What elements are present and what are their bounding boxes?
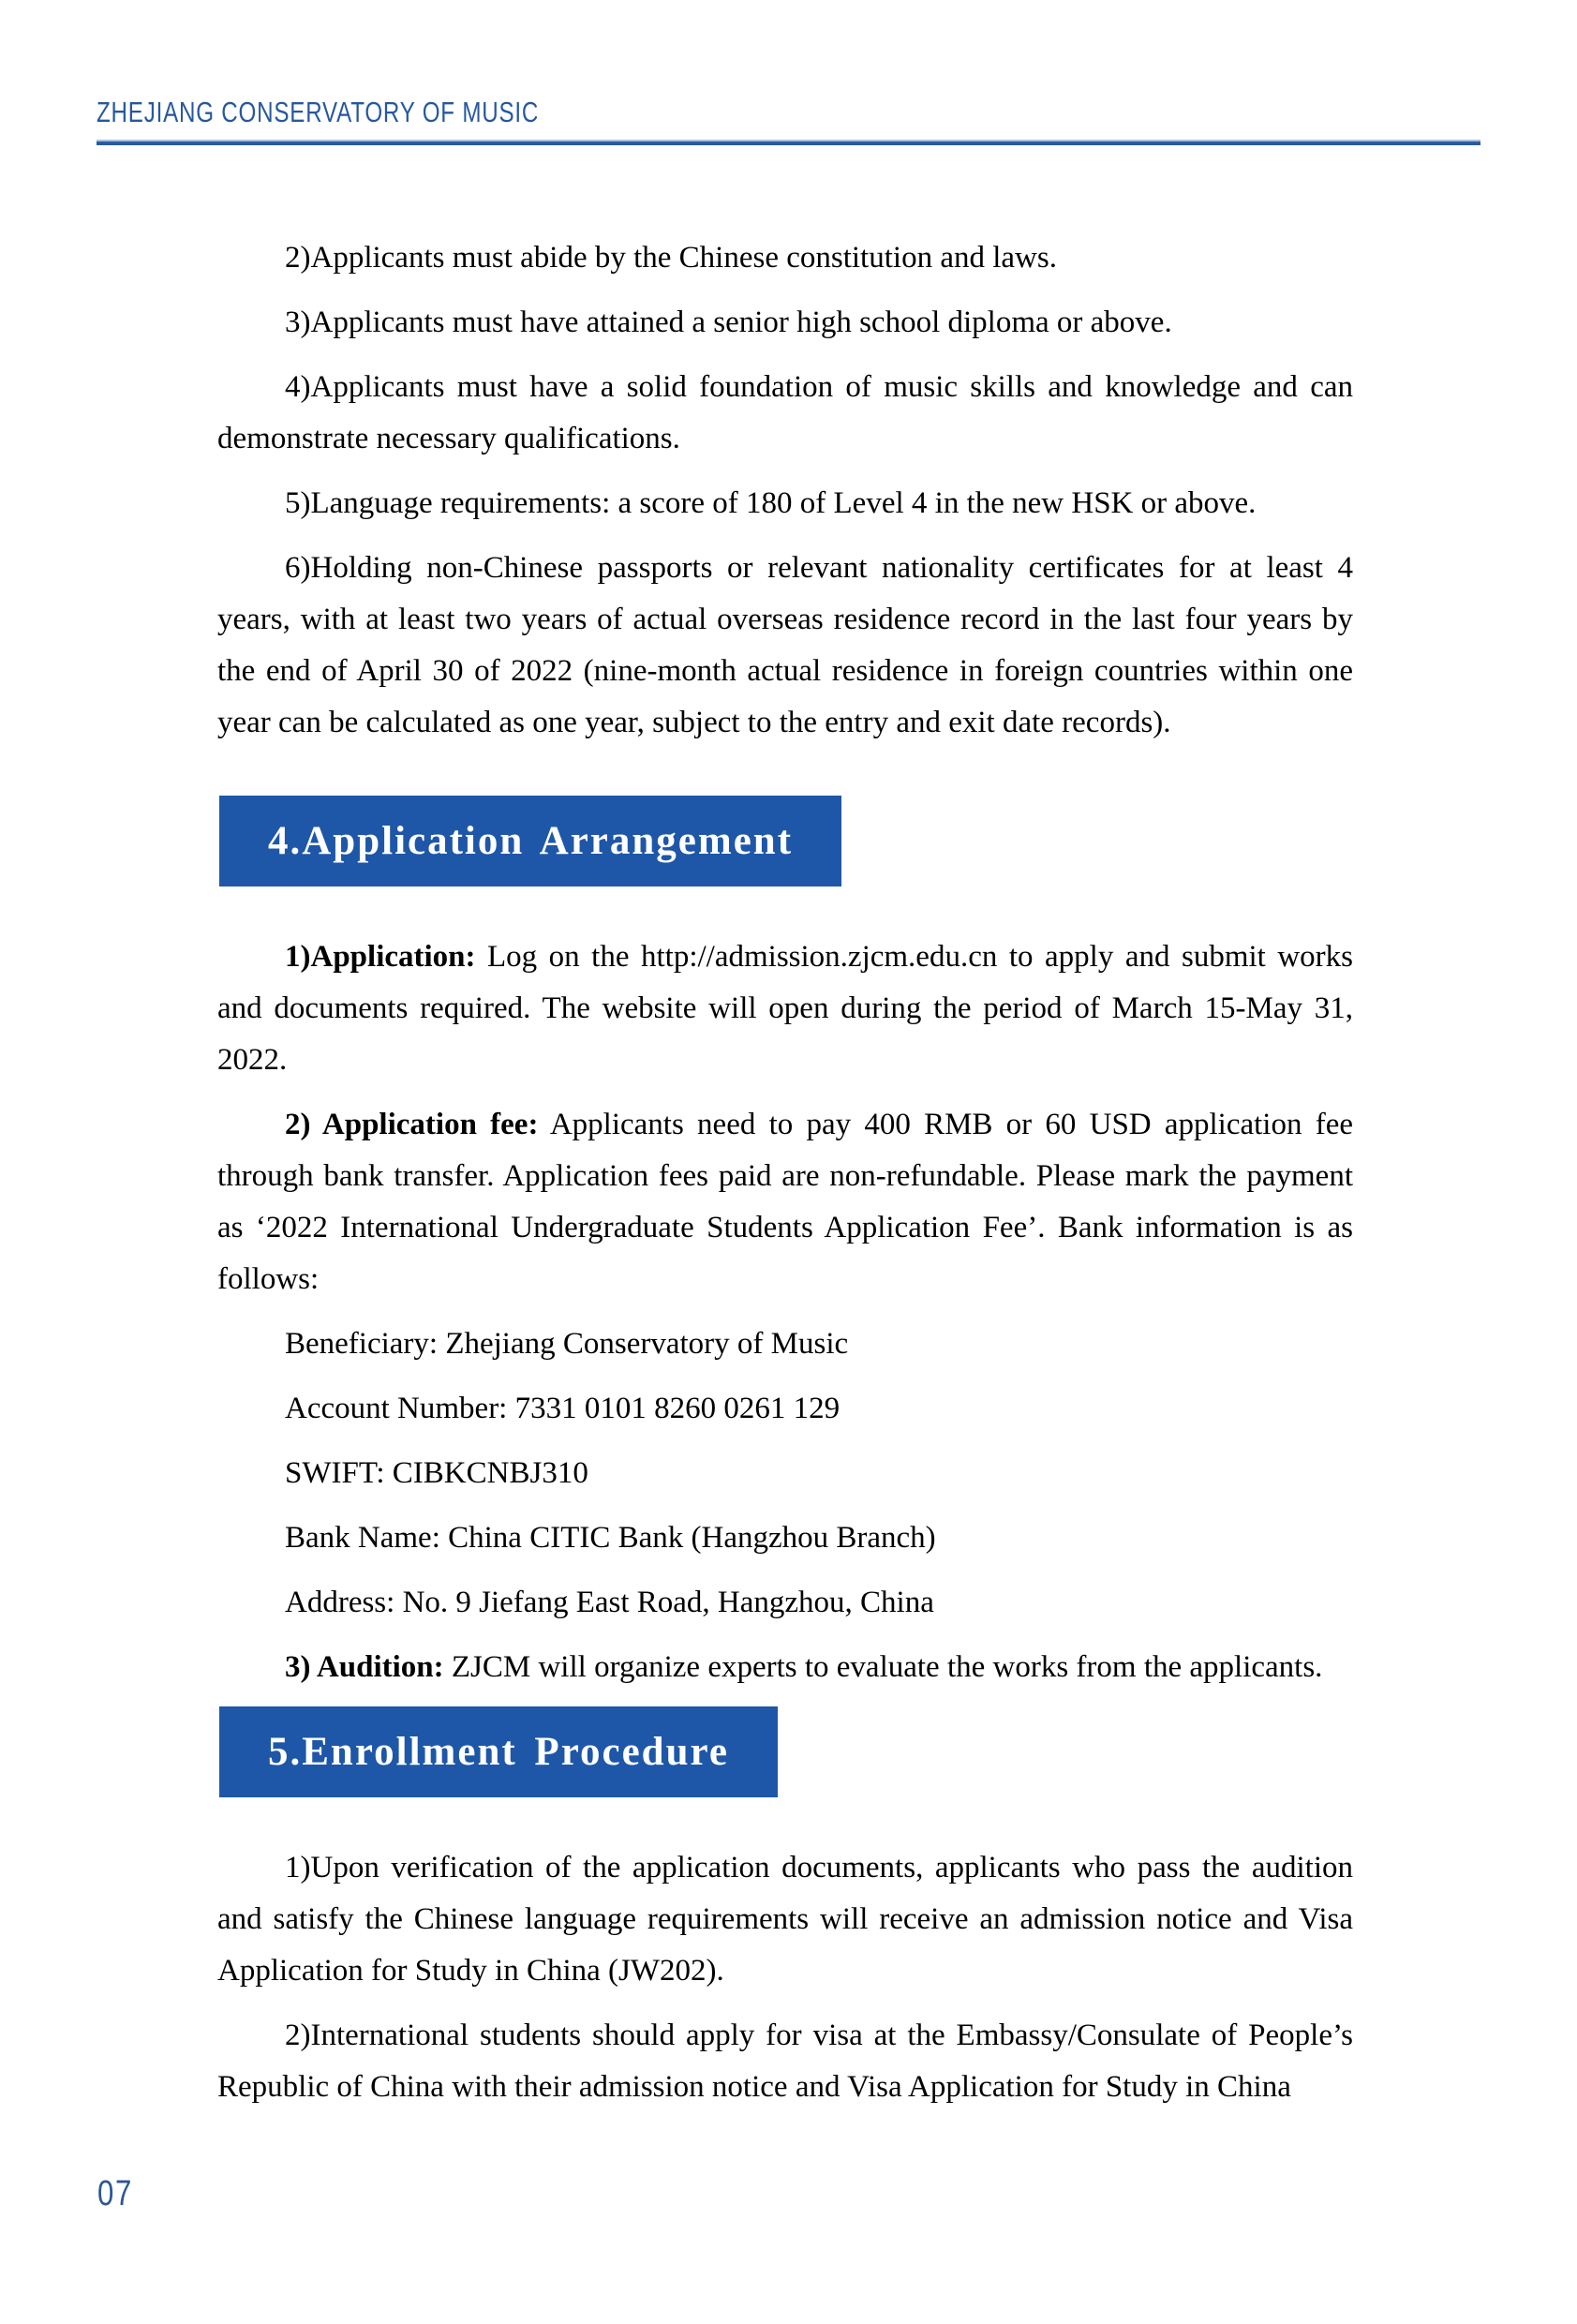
section-5-heading: 5.Enrollment Procedure (219, 1706, 778, 1797)
page-number: 07 (97, 2174, 133, 2213)
requirement-language: 5)Language requirements: a score of 180 of Level 4 in the new HSK or above. (285, 486, 1257, 520)
para-visa-application: 2)International students should apply for visa at the Embassy/Consulate of People’s Republic of China with their admission notice and Visa Application for Study in China (217, 2019, 1353, 2104)
application-fee-label: 2) Application fee: (285, 1108, 539, 1141)
requirement-passport-residence: 6)Holding non-Chinese passports or relevant nationality certificates for at least 4 years, with at least two years of actual overseas residence record in the last four years by the end of April 30 of 2022 (nine-month actual residence in foreign countries within one year can be calculated as one year, subject to the entry and exit date records). (217, 551, 1353, 739)
header-brand: ZHEJIANG CONSERVATORY OF MUSIC (97, 96, 540, 128)
bank-line-address: Address: No. 9 Jiefang East Road, Hangzhou, China (285, 1586, 934, 1619)
audition-label: 3) Audition: (285, 1650, 444, 1684)
requirement-music-foundation: 4)Applicants must have a solid foundation of music skills and knowledge and can demonstrate necessary qualifications. (217, 370, 1353, 455)
audition-text: ZJCM will organize experts to evaluate the works from the applicants. (443, 1650, 1323, 1684)
bank-line-bank-name: Bank Name: China CITIC Bank (Hangzhou Branch) (285, 1521, 936, 1555)
requirement-diploma: 3)Applicants must have attained a senior high school diploma or above. (285, 305, 1172, 339)
requirement-abide-laws: 2)Applicants must abide by the Chinese constitution and laws. (285, 241, 1057, 275)
document-body (217, 232, 1353, 2126)
bank-line-account-number: Account Number: 7331 0101 8260 0261 129 (285, 1392, 841, 1425)
para-audition (217, 1642, 1353, 1693)
para-application-fee (217, 1099, 1353, 1305)
application-label: 1)Application: (285, 940, 476, 974)
para-application (217, 931, 1353, 1086)
header-rule (97, 140, 1480, 145)
application-fee-text: Applicants need to pay 400 RMB or 60 USD application fee through bank transfer. Application fees paid are non-refundable. Please mark the payment as ‘2022 International Undergraduate Students Application Fee’. Bank information is as follows: (217, 1108, 1353, 1296)
bank-line-beneficiary: Beneficiary: Zhejiang Conservatory of Music (285, 1327, 849, 1361)
section-4-heading: 4.Application Arrangement (219, 796, 841, 886)
bank-line-swift: SWIFT: CIBKCNBJ310 (285, 1456, 588, 1490)
application-text: Log on the http://admission.zjcm.edu.cn to apply and submit works and documents required. The website will open during the period of March 15-May 31, 2022. (217, 940, 1353, 1077)
para-admission-notice: 1)Upon verification of the application documents, applicants who pass the audition and satisfy the Chinese language requirements will receive an admission notice and Visa Application for Study in China (JW202). (217, 1851, 1353, 1988)
